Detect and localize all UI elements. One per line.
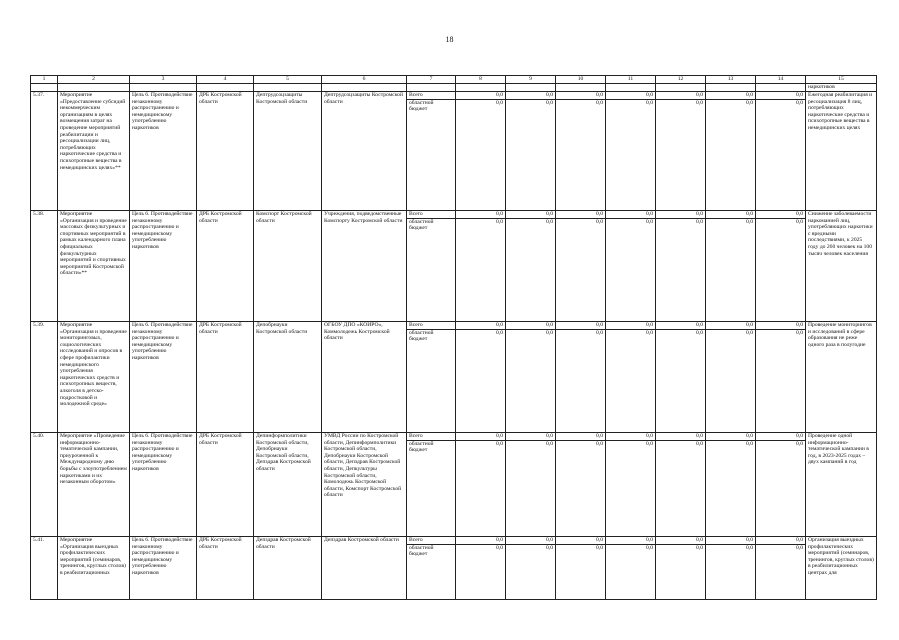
funding-total-value: 0,0: [606, 92, 655, 100]
funding-total-value: 0,0: [706, 92, 755, 100]
executors-text: ОГБОУ ДПО «КОИРО», Коммолодежь Костромской области: [324, 322, 390, 342]
funding-value-cell: [656, 322, 706, 433]
responsible-text: Дептрудсоцзащиты Костромской области: [256, 92, 308, 105]
empty-cell: [254, 84, 322, 92]
funding-source: [407, 537, 456, 600]
funding-value-cell: [506, 537, 556, 600]
funding-budget-value: 0,0: [496, 99, 503, 106]
funding-budget-value: 0,0: [746, 329, 753, 336]
funding-total-value: 0,0: [756, 537, 805, 545]
funding-value-cell: [656, 211, 706, 322]
executors: [322, 433, 407, 537]
column-header: [806, 76, 877, 84]
funding-total-value: 0,0: [506, 537, 555, 545]
goal-text: Цель 6. Противодействие незаконному распространению и немедицинскому употреблению наркотиков: [132, 92, 193, 131]
funding-budget-value: 0,0: [496, 440, 503, 447]
funding-total-value: 0,0: [706, 322, 755, 330]
funding-value-cell: [756, 537, 806, 600]
funding-value-cell: [556, 537, 606, 600]
coordinator-text: ДРБ Костромской области: [199, 322, 242, 335]
funding-total-value: 0,0: [606, 537, 655, 545]
funding-total-label: Всего: [407, 433, 455, 441]
responsible-text: Депинформполитики Костромской области, Депобрнауки Костромской области, Депздрав Костромской области: [256, 433, 311, 472]
funding-value-cell: [706, 92, 756, 211]
event-name: [58, 322, 130, 433]
funding-value-cell: [456, 433, 506, 537]
funding-budget-value: 0,0: [746, 99, 753, 106]
funding-total-label: Всего: [407, 322, 455, 330]
empty-cell: [756, 84, 806, 92]
funding-value-cell: [606, 537, 656, 600]
funding-value-cell: [606, 433, 656, 537]
responsible: [254, 537, 322, 600]
coordinator: [197, 433, 254, 537]
coordinator-text: ДРБ Костромской области: [199, 92, 242, 105]
expected-result-text: Проведение одной информационно-тематической кампании в год, в 2023-2025 годах – двух кампаний в год: [808, 433, 869, 466]
row-number: [31, 433, 58, 537]
executors: [322, 211, 407, 322]
expected-result: [806, 433, 877, 537]
empty-cell: [197, 84, 254, 92]
continuation-cell: наркотиков: [806, 84, 877, 92]
funding-value-cell: [556, 322, 606, 433]
funding-budget-value: 0,0: [796, 99, 803, 106]
funding-total-value: 0,0: [506, 433, 555, 441]
event-name: [58, 433, 130, 537]
table-row: [31, 211, 877, 322]
coordinator: [197, 322, 254, 433]
funding-budget-value: 0,0: [796, 329, 803, 336]
column-header: 7: [407, 76, 456, 84]
column-header: 14: [756, 76, 806, 84]
funding-budget-label: областной бюджет: [409, 329, 434, 343]
column-number-15: 15: [838, 76, 844, 82]
table-row: [31, 433, 877, 537]
goal-text: Цель 6. Противодействие незаконному распространению и немедицинскому употреблению наркотиков: [132, 211, 193, 250]
funding-budget-value: 0,0: [796, 218, 803, 225]
row-number: [31, 211, 58, 322]
executors-text: Дептрудсоцзащиты Костромской области: [324, 92, 403, 105]
goal: [130, 92, 197, 211]
funding-budget-value: 0,0: [696, 99, 703, 106]
funding-value-cell: [706, 211, 756, 322]
expected-result: [806, 537, 877, 600]
row-number-text: 5.37.: [33, 92, 45, 98]
funding-budget-value: 0,0: [596, 544, 603, 551]
empty-cell: [656, 84, 706, 92]
row-number: [31, 322, 58, 433]
responsible-text: Комспорт Костромской области: [256, 211, 312, 224]
funding-value-cell: [506, 211, 556, 322]
funding-budget-value: 0,0: [796, 440, 803, 447]
executors: [322, 322, 407, 433]
funding-total-value: 0,0: [756, 92, 805, 100]
row-number: [31, 92, 58, 211]
funding-value-cell: [656, 537, 706, 600]
funding-total-value: 0,0: [656, 211, 705, 219]
funding-total-value: 0,0: [606, 322, 655, 330]
executors: [322, 537, 407, 600]
funding-budget-value: 0,0: [596, 218, 603, 225]
page-number: 18: [445, 35, 454, 44]
empty-cell: [31, 84, 58, 92]
empty-cell: [130, 84, 197, 92]
funding-value-cell: [506, 322, 556, 433]
funding-total-label: Всего: [407, 537, 455, 545]
executors-text: УМВД России по Костромской области, Депинформполитики Костромской области, Депобрнауки Костромской области, Депздрав Костромской области, Депкультуры Костромской области, Комолодежь Костромской области, Комспорт Костромской области: [324, 433, 402, 499]
column-header: 6: [322, 76, 407, 84]
column-header: 5: [254, 76, 322, 84]
responsible-text: Депобрнауки Костромской области: [256, 322, 308, 335]
event-name-text: Мероприятие «Проведение информационно-тематической кампании, приуроченной к Международному дню борьбы с злоупотреблением наркотиками и их незаконным оборотом»: [60, 433, 127, 486]
funding-value-cell: [606, 322, 656, 433]
expected-result-text: Проведение мониторингов и исследований в сфере образования не реже одного раза в полугодие: [808, 322, 872, 348]
funding-budget-value: 0,0: [646, 218, 653, 225]
column-header: 1: [31, 76, 58, 84]
empty-cell: [322, 84, 407, 92]
event-name: [58, 211, 130, 322]
column-header: 10: [556, 76, 606, 84]
funding-budget-value: 0,0: [546, 218, 553, 225]
expected-result: [806, 322, 877, 433]
funding-budget-value: 0,0: [646, 99, 653, 106]
funding-source: [407, 433, 456, 537]
empty-cell: [58, 84, 130, 92]
empty-cell: [407, 84, 456, 92]
table-row: [31, 92, 877, 211]
event-name-text: Мероприятие «Организация и проведение мониторинговых, социологических исследований и опросов в сфере профилактики немедицинского употребления наркотических средств и психотропных веществ, алкоголя в детско-подростковой и молодежной среде»: [60, 322, 127, 408]
funding-value-cell: [456, 211, 506, 322]
funding-budget-value: 0,0: [496, 544, 503, 551]
column-number-row: [31, 76, 877, 84]
funding-value-cell: [456, 537, 506, 600]
funding-budget-value: 0,0: [546, 99, 553, 106]
column-header: 8: [456, 76, 506, 84]
funding-budget-value: 0,0: [746, 544, 753, 551]
funding-total-value: 0,0: [456, 211, 505, 219]
funding-value-cell: [506, 433, 556, 537]
funding-value-cell: [456, 92, 506, 211]
table-row: [31, 537, 877, 600]
column-header: 2: [58, 76, 130, 84]
funding-total-value: 0,0: [506, 211, 555, 219]
row-number-text: 5.38.: [33, 211, 45, 217]
empty-cell: [606, 84, 656, 92]
funding-value-cell: [756, 322, 806, 433]
funding-total-value: 0,0: [756, 433, 805, 441]
funding-total-value: 0,0: [706, 537, 755, 545]
coordinator: [197, 211, 254, 322]
executors-text: Депздрав Костромской области: [324, 537, 399, 543]
funding-total-value: 0,0: [606, 433, 655, 441]
funding-budget-value: 0,0: [496, 329, 503, 336]
funding-value-cell: [706, 433, 756, 537]
funding-total-value: 0,0: [606, 211, 655, 219]
row-number: [31, 537, 58, 600]
funding-value-cell: [606, 92, 656, 211]
funding-value-cell: [656, 92, 706, 211]
funding-source: [407, 211, 456, 322]
responsible: [254, 433, 322, 537]
funding-budget-label: областной бюджет: [409, 218, 434, 232]
funding-value-cell: [506, 92, 556, 211]
column-header: 12: [656, 76, 706, 84]
funding-budget-label: областной бюджет: [409, 544, 434, 558]
table-row: [31, 322, 877, 433]
funding-budget-value: 0,0: [646, 440, 653, 447]
funding-budget-value: 0,0: [696, 440, 703, 447]
funding-total-value: 0,0: [556, 211, 605, 219]
funding-budget-value: 0,0: [746, 440, 753, 447]
column-header: 13: [706, 76, 756, 84]
program-events-table: [30, 75, 877, 600]
event-name-text: Мероприятие «Организация выездных профилактических мероприятий (семинаров, тренингов, круглых столов) в реабилитационных: [60, 537, 126, 576]
column-header: 4: [197, 76, 254, 84]
goal: [130, 211, 197, 322]
column-header: 11: [606, 76, 656, 84]
funding-value-cell: [756, 92, 806, 211]
funding-total-value: 0,0: [556, 433, 605, 441]
funding-value-cell: [656, 433, 706, 537]
expected-result-text: Снижение заболеваемости наркоманией лиц, употребляющих наркотики с вредными последствиями, к 2025 году до 260 человек на 100 тысяч человек населения: [808, 211, 873, 257]
funding-total-value: 0,0: [556, 322, 605, 330]
funding-budget-value: 0,0: [546, 329, 553, 336]
funding-total-value: 0,0: [706, 433, 755, 441]
funding-budget-value: 0,0: [496, 218, 503, 225]
funding-value-cell: [556, 92, 606, 211]
responsible: [254, 322, 322, 433]
funding-total-value: 0,0: [756, 211, 805, 219]
funding-budget-value: 0,0: [696, 218, 703, 225]
event-name: [58, 537, 130, 600]
expected-result-text: Ежегодная реабилитация и ресоциализация 8 лиц, потребляющих наркотические средства и психотропные вещества в немедицинских целях: [808, 92, 873, 131]
goal: [130, 322, 197, 433]
funding-value-cell: [756, 433, 806, 537]
goal-text: Цель 6. Противодействие незаконному распространению и немедицинскому употреблению наркотиков: [132, 433, 193, 472]
funding-source: [407, 322, 456, 433]
funding-value-cell: [756, 211, 806, 322]
funding-total-value: 0,0: [456, 92, 505, 100]
goal: [130, 537, 197, 600]
funding-budget-label: областной бюджет: [409, 99, 434, 113]
row-number-text: 5.39.: [33, 322, 45, 328]
funding-total-value: 0,0: [556, 92, 605, 100]
goal-text: Цель 6. Противодействие незаконному распространению и немедицинскому употреблению наркотиков: [132, 537, 193, 576]
funding-budget-value: 0,0: [596, 440, 603, 447]
funding-budget-value: 0,0: [596, 329, 603, 336]
funding-budget-value: 0,0: [696, 329, 703, 336]
funding-total-value: 0,0: [656, 537, 705, 545]
funding-total-value: 0,0: [706, 211, 755, 219]
coordinator-text: ДРБ Костромской области: [199, 537, 242, 550]
funding-value-cell: [456, 322, 506, 433]
coordinator: [197, 537, 254, 600]
goal-text: Цель 6. Противодействие незаконному распространению и немедицинскому употреблению наркотиков: [132, 322, 193, 361]
column-header: 9: [506, 76, 556, 84]
funding-budget-value: 0,0: [696, 544, 703, 551]
empty-cell: [706, 84, 756, 92]
funding-source: [407, 92, 456, 211]
funding-budget-value: 0,0: [546, 440, 553, 447]
empty-cell: [456, 84, 506, 92]
funding-total-value: 0,0: [506, 322, 555, 330]
expected-result: [806, 211, 877, 322]
executors-text: Учреждения, подведомственные Комспорту Костромской области: [324, 211, 403, 224]
funding-budget-label: областной бюджет: [409, 440, 434, 454]
continuation-row: [31, 84, 877, 92]
funding-total-value: 0,0: [656, 433, 705, 441]
funding-total-value: 0,0: [656, 322, 705, 330]
responsible: [254, 211, 322, 322]
funding-total-value: 0,0: [656, 92, 705, 100]
event-name-text: Мероприятие «Предоставление субсидий некоммерческим организациям в целях возмещения затрат на проведение мероприятий реабилитации и ресоциализации лиц, потребляющих наркотические средства и психотропные вещества в немедицинских целях»**: [60, 92, 126, 171]
responsible-text: Депздрав Костромской области: [256, 537, 311, 550]
funding-value-cell: [556, 211, 606, 322]
funding-total-value: 0,0: [456, 537, 505, 545]
row-number-text: 5.40.: [33, 433, 45, 439]
goal: [130, 433, 197, 537]
coordinator-text: ДРБ Костромской области: [199, 211, 242, 224]
funding-value-cell: [556, 433, 606, 537]
column-header: 3: [130, 76, 197, 84]
funding-value-cell: [606, 211, 656, 322]
funding-total-value: 0,0: [456, 433, 505, 441]
funding-total-label: Всего: [407, 211, 455, 219]
funding-total-value: 0,0: [756, 322, 805, 330]
funding-budget-value: 0,0: [596, 99, 603, 106]
funding-total-value: 0,0: [456, 322, 505, 330]
event-name: [58, 92, 130, 211]
funding-budget-value: 0,0: [546, 544, 553, 551]
coordinator: [197, 92, 254, 211]
funding-budget-value: 0,0: [646, 329, 653, 336]
funding-value-cell: [706, 322, 756, 433]
funding-budget-value: 0,0: [746, 218, 753, 225]
funding-total-value: 0,0: [506, 92, 555, 100]
expected-result-text: Организация выездных профилактических мероприятий (семинаров, тренингов, круглых столов) в реабилитационных центрах для: [808, 537, 874, 576]
responsible: [254, 92, 322, 211]
funding-budget-value: 0,0: [646, 544, 653, 551]
executors: [322, 92, 407, 211]
funding-budget-value: 0,0: [796, 544, 803, 551]
expected-result: [806, 92, 877, 211]
funding-total-label: Всего: [407, 92, 455, 100]
funding-total-value: 0,0: [556, 537, 605, 545]
coordinator-text: ДРБ Костромской области: [199, 433, 242, 446]
empty-cell: [506, 84, 556, 92]
event-name-text: Мероприятие «Организация и проведение массовых физкультурных и спортивных мероприятий в рамках календарного плана официальных физкультурных мероприятий и спортивных мероприятий Костромской области»**: [60, 211, 127, 277]
empty-cell: [556, 84, 606, 92]
funding-value-cell: [706, 537, 756, 600]
row-number-text: 5.41.: [33, 537, 45, 543]
